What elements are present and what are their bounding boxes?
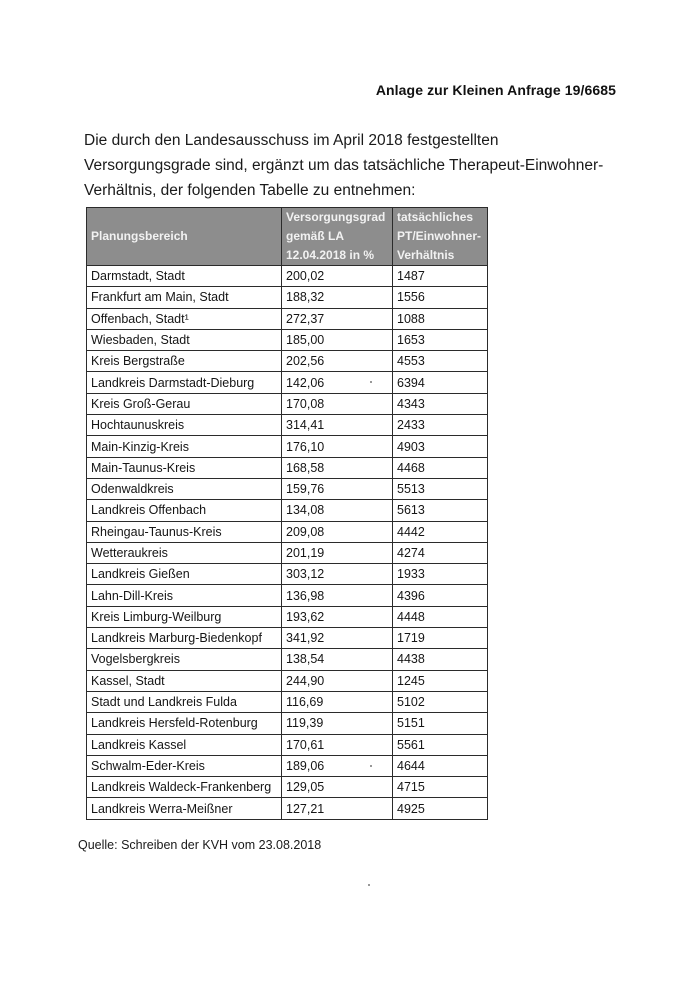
- table-row: [87, 478, 488, 499]
- table-row: [87, 415, 488, 436]
- cell-actual-ratio: 5102: [393, 691, 488, 712]
- cell-supply-grade: 193,62: [282, 606, 393, 627]
- cell-actual-ratio: 5613: [393, 500, 488, 521]
- cell-planning-area: Hochtaunuskreis: [87, 415, 282, 436]
- cell-supply-grade: 119,39: [282, 713, 393, 734]
- cell-actual-ratio: 4442: [393, 521, 488, 542]
- table-row: [87, 393, 488, 414]
- cell-supply-grade: 134,08: [282, 500, 393, 521]
- table-row: [87, 308, 488, 329]
- table-row: [87, 329, 488, 350]
- table-row: [87, 457, 488, 478]
- cell-supply-grade: 168,58: [282, 457, 393, 478]
- table-row: [87, 585, 488, 606]
- cell-actual-ratio: 4903: [393, 436, 488, 457]
- cell-actual-ratio: 4396: [393, 585, 488, 606]
- table-row: [87, 287, 488, 308]
- cell-planning-area: Lahn-Dill-Kreis: [87, 585, 282, 606]
- table-row: [87, 734, 488, 755]
- cell-actual-ratio: 4925: [393, 798, 488, 819]
- cell-planning-area: Kreis Bergstraße: [87, 351, 282, 372]
- cell-planning-area: Landkreis Werra-Meißner: [87, 798, 282, 819]
- cell-actual-ratio: 1719: [393, 628, 488, 649]
- cell-supply-grade: 314,41: [282, 415, 393, 436]
- cell-actual-ratio: 4448: [393, 606, 488, 627]
- table-row: [87, 564, 488, 585]
- cell-actual-ratio: 4468: [393, 457, 488, 478]
- scan-speck: [370, 765, 372, 767]
- cell-planning-area: Wetteraukreis: [87, 542, 282, 563]
- table-row: [87, 649, 488, 670]
- cell-planning-area: Schwalm-Eder-Kreis: [87, 755, 282, 776]
- cell-actual-ratio: 4644: [393, 755, 488, 776]
- cell-planning-area: Rheingau-Taunus-Kreis: [87, 521, 282, 542]
- cell-supply-grade: 159,76: [282, 478, 393, 499]
- cell-supply-grade: 188,32: [282, 287, 393, 308]
- cell-actual-ratio: 4553: [393, 351, 488, 372]
- table-row: [87, 542, 488, 563]
- cell-actual-ratio: 1653: [393, 329, 488, 350]
- cell-actual-ratio: 2433: [393, 415, 488, 436]
- cell-actual-ratio: 4343: [393, 393, 488, 414]
- table-row: [87, 777, 488, 798]
- intro-paragraph: Die durch den Landesausschuss im April 2018 festgestellten Versorgungsgrade sind, ergänzt um das tatsächliche Therapeut-Einwohner-Verhältnis, der folgenden Tabelle zu entnehmen:: [84, 132, 604, 199]
- header-actual-ratio: tatsächliches PT/Einwohner-Verhältnis: [393, 208, 488, 266]
- cell-supply-grade: 176,10: [282, 436, 393, 457]
- table-row: [87, 436, 488, 457]
- cell-supply-grade: 170,61: [282, 734, 393, 755]
- supply-grade-table: [86, 207, 488, 820]
- table-header-row: [87, 208, 488, 266]
- cell-supply-grade: 170,08: [282, 393, 393, 414]
- table-row: [87, 798, 488, 819]
- table-row: [87, 691, 488, 712]
- cell-actual-ratio: 4715: [393, 777, 488, 798]
- cell-planning-area: Landkreis Marburg-Biedenkopf: [87, 628, 282, 649]
- cell-planning-area: Vogelsbergkreis: [87, 649, 282, 670]
- cell-supply-grade: 189,06: [282, 755, 393, 776]
- cell-actual-ratio: 5513: [393, 478, 488, 499]
- cell-planning-area: Kreis Limburg-Weilburg: [87, 606, 282, 627]
- cell-planning-area: Landkreis Offenbach: [87, 500, 282, 521]
- cell-actual-ratio: 1245: [393, 670, 488, 691]
- table-row: [87, 351, 488, 372]
- cell-actual-ratio: 5151: [393, 713, 488, 734]
- cell-supply-grade: 209,08: [282, 521, 393, 542]
- table-row: [87, 606, 488, 627]
- cell-supply-grade: 244,90: [282, 670, 393, 691]
- source-note: Quelle: Schreiben der KVH vom 23.08.2018: [78, 838, 322, 852]
- cell-planning-area: Kreis Groß-Gerau: [87, 393, 282, 414]
- cell-actual-ratio: 6394: [393, 372, 488, 393]
- cell-actual-ratio: 1088: [393, 308, 488, 329]
- cell-actual-ratio: 1933: [393, 564, 488, 585]
- cell-planning-area: Odenwaldkreis: [87, 478, 282, 499]
- cell-planning-area: Offenbach, Stadt¹: [87, 308, 282, 329]
- cell-actual-ratio: 4274: [393, 542, 488, 563]
- table-row: [87, 266, 488, 287]
- cell-planning-area: Landkreis Hersfeld-Rotenburg: [87, 713, 282, 734]
- cell-supply-grade: 142,06: [282, 372, 393, 393]
- cell-supply-grade: 201,19: [282, 542, 393, 563]
- table-row: [87, 500, 488, 521]
- cell-planning-area: Darmstadt, Stadt: [87, 266, 282, 287]
- cell-supply-grade: 127,21: [282, 798, 393, 819]
- table-row: [87, 628, 488, 649]
- cell-actual-ratio: 4438: [393, 649, 488, 670]
- cell-supply-grade: 200,02: [282, 266, 393, 287]
- header-planning-area: Planungsbereich: [87, 208, 282, 266]
- annex-label: Anlage zur Kleinen Anfrage 19/6685: [375, 82, 616, 98]
- cell-supply-grade: 272,37: [282, 308, 393, 329]
- cell-actual-ratio: 1556: [393, 287, 488, 308]
- cell-planning-area: Main-Kinzig-Kreis: [87, 436, 282, 457]
- cell-planning-area: Landkreis Darmstadt-Dieburg: [87, 372, 282, 393]
- header-supply-grade: Versorgungsgrad gemäß LA 12.04.2018 in %: [282, 208, 393, 266]
- cell-planning-area: Landkreis Gießen: [87, 564, 282, 585]
- table-row: [87, 521, 488, 542]
- table-row: [87, 755, 488, 776]
- cell-planning-area: Landkreis Kassel: [87, 734, 282, 755]
- cell-planning-area: Frankfurt am Main, Stadt: [87, 287, 282, 308]
- cell-planning-area: Main-Taunus-Kreis: [87, 457, 282, 478]
- cell-supply-grade: 202,56: [282, 351, 393, 372]
- cell-planning-area: Kassel, Stadt: [87, 670, 282, 691]
- cell-planning-area: Landkreis Waldeck-Frankenberg: [87, 777, 282, 798]
- cell-supply-grade: 129,05: [282, 777, 393, 798]
- cell-supply-grade: 138,54: [282, 649, 393, 670]
- table-body: [87, 266, 488, 820]
- cell-supply-grade: 185,00: [282, 329, 393, 350]
- scan-speck: [368, 884, 370, 886]
- cell-planning-area: Stadt und Landkreis Fulda: [87, 691, 282, 712]
- cell-supply-grade: 136,98: [282, 585, 393, 606]
- cell-supply-grade: 303,12: [282, 564, 393, 585]
- cell-supply-grade: 116,69: [282, 691, 393, 712]
- table-row: [87, 372, 488, 393]
- cell-actual-ratio: 1487: [393, 266, 488, 287]
- cell-actual-ratio: 5561: [393, 734, 488, 755]
- cell-planning-area: Wiesbaden, Stadt: [87, 329, 282, 350]
- table-row: [87, 670, 488, 691]
- scan-speck: [370, 381, 372, 383]
- cell-supply-grade: 341,92: [282, 628, 393, 649]
- table-row: [87, 713, 488, 734]
